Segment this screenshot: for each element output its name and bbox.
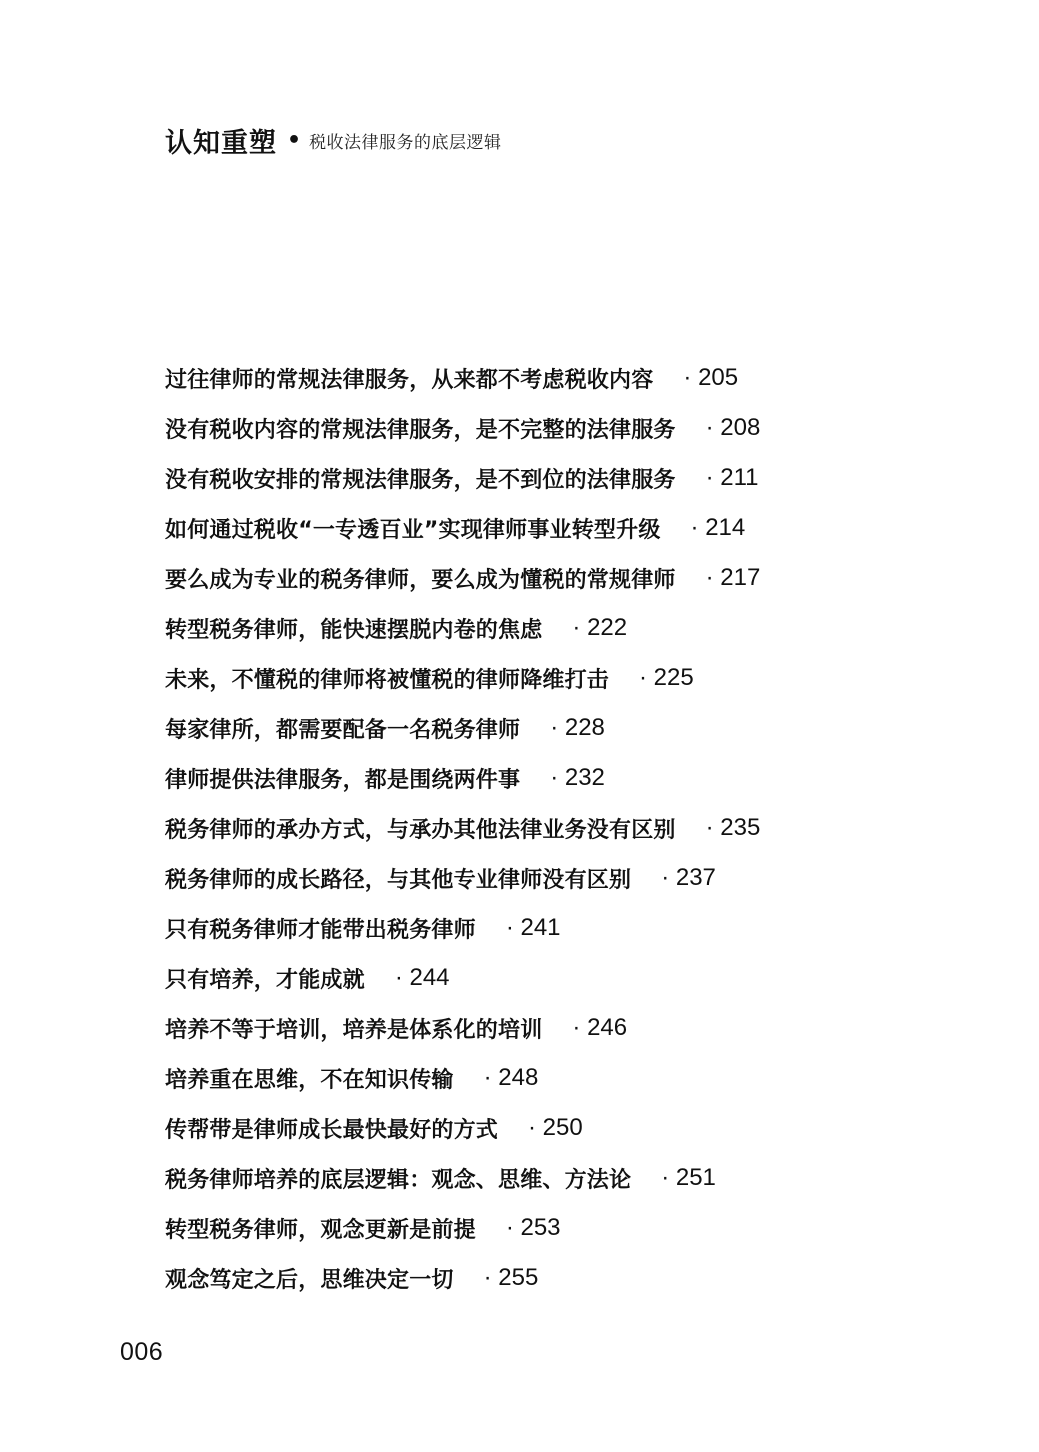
book-subtitle: 税收法律服务的底层逻辑 bbox=[309, 132, 502, 153]
toc-entry bbox=[165, 853, 760, 903]
book-title: 认知重塑 bbox=[165, 127, 277, 159]
toc-entry-page: · 228 bbox=[550, 714, 605, 741]
toc-entry bbox=[165, 1153, 760, 1203]
toc-entry-title: 过往律师的常规法律服务，从来都不考虑税收内容 bbox=[165, 367, 654, 393]
toc-entry-title: 转型税务律师，观念更新是前提 bbox=[165, 1217, 476, 1243]
toc-entry bbox=[165, 553, 760, 603]
toc-entry bbox=[165, 953, 760, 1003]
toc-entry-title: 未来，不懂税的律师将被懂税的律师降维打击 bbox=[165, 667, 610, 693]
toc-entry-title: 只有培养，才能成就 bbox=[165, 967, 365, 993]
toc-entry bbox=[165, 1103, 760, 1153]
toc-entry-title: 税务律师的成长路径，与其他专业律师没有区别 bbox=[165, 867, 632, 893]
toc-entry-title: 没有税收安排的常规法律服务，是不到位的法律服务 bbox=[165, 467, 676, 493]
toc-entry-title: 税务律师的承办方式，与承办其他法律业务没有区别 bbox=[165, 817, 676, 843]
toc-entry-page: · 255 bbox=[483, 1264, 539, 1291]
toc-entry bbox=[165, 753, 760, 803]
toc-entry-page: · 214 bbox=[690, 514, 746, 541]
page-number: 006 bbox=[120, 1338, 164, 1366]
toc-entry bbox=[165, 653, 760, 703]
toc-entry-title: 没有税收内容的常规法律服务，是不完整的法律服务 bbox=[165, 417, 676, 443]
toc-entry-page: · 251 bbox=[661, 1164, 716, 1191]
running-header bbox=[165, 120, 502, 160]
toc-entry-title: 税务律师培养的底层逻辑：观念、思维、方法论 bbox=[165, 1167, 632, 1193]
toc-entry-title: 培养不等于培训，培养是体系化的培训 bbox=[165, 1017, 543, 1043]
toc-entry-title: 观念笃定之后，思维决定一切 bbox=[165, 1267, 454, 1293]
toc-entry bbox=[165, 503, 760, 553]
toc-entry-page: · 253 bbox=[505, 1214, 561, 1241]
toc-entry bbox=[165, 603, 760, 653]
toc-entry-page: · 235 bbox=[705, 814, 761, 841]
toc-entry-page: · 244 bbox=[394, 964, 450, 991]
toc-entry-title: 转型税务律师，能快速摆脱内卷的焦虑 bbox=[165, 617, 543, 643]
toc-entry-page: · 222 bbox=[572, 614, 628, 641]
table-of-contents bbox=[165, 353, 760, 1303]
toc-entry-title: 如何通过税收“一专透百业”实现律师事业转型升级 bbox=[165, 517, 661, 543]
toc-entry bbox=[165, 903, 760, 953]
toc-entry bbox=[165, 1003, 760, 1053]
toc-entry-page: · 248 bbox=[483, 1064, 539, 1091]
toc-entry bbox=[165, 353, 760, 403]
toc-entry-title: 每家律所，都需要配备一名税务律师 bbox=[165, 717, 521, 743]
toc-entry bbox=[165, 1253, 760, 1303]
toc-entry bbox=[165, 1053, 760, 1103]
toc-entry-page: · 237 bbox=[661, 864, 716, 891]
toc-entry bbox=[165, 803, 760, 853]
toc-entry-page: · 232 bbox=[550, 764, 605, 791]
toc-entry bbox=[165, 403, 760, 453]
toc-entry bbox=[165, 1203, 760, 1253]
toc-entry-title: 要么成为专业的税务律师，要么成为懂税的常规律师 bbox=[165, 567, 676, 593]
toc-entry-page: · 217 bbox=[705, 564, 761, 591]
toc-entry-title: 传帮带是律师成长最快最好的方式 bbox=[165, 1117, 499, 1143]
toc-entry bbox=[165, 703, 760, 753]
toc-entry-page: · 211 bbox=[705, 464, 759, 491]
toc-entry-title: 律师提供法律服务，都是围绕两件事 bbox=[165, 767, 521, 793]
toc-entry-page: · 250 bbox=[528, 1114, 583, 1141]
toc-entry bbox=[165, 453, 760, 503]
toc-entry-page: · 208 bbox=[705, 414, 761, 441]
toc-entry-page: · 246 bbox=[572, 1014, 628, 1041]
toc-entry-page: · 205 bbox=[683, 364, 739, 391]
toc-entry-title: 只有税务律师才能带出税务律师 bbox=[165, 917, 476, 943]
toc-entry-page: · 241 bbox=[505, 914, 561, 941]
toc-entry-page: · 225 bbox=[639, 664, 694, 691]
header-separator: • bbox=[287, 127, 302, 153]
toc-entry-title: 培养重在思维，不在知识传输 bbox=[165, 1067, 454, 1093]
